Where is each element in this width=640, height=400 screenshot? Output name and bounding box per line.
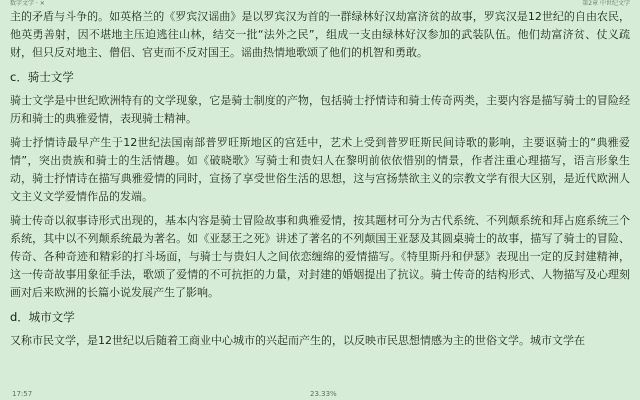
reading-progress: 23.33% (310, 390, 337, 398)
paragraph-knight-intro: 骑士文学是中世纪欧洲特有的文学现象，它是骑士制度的产物，包括骑士抒情诗和骑士传奇两类，主要内容是描写骑士的冒险经历和骑士的典雅爱情，表现骑士精神。 (10, 94, 630, 125)
top-status-bar (0, 0, 640, 8)
heading-knight-literature: c．骑士文学 (10, 70, 74, 84)
chapter-title: 第2章 中世纪文学 (582, 0, 630, 7)
paragraph-knight-lyric: 骑士抒情诗最早产生于12世纪法国南部普罗旺斯地区的宫廷中，艺术上受到普罗旺斯民间诗歌的影响，主要讴骑士的“典雅爱情”，突出贵族和骑士的生活情趣。如《破晓歌》写骑士和贵妇人在黎明前依依惜别的情景，作者注重心理描写，语言形象生动，骑士抒情诗在描写典雅爱情的同时，宣扬了享受世俗生活的思想，这与宫扬禁欲主义的宗教文学有很大区别，是近代欧洲人文主义文学爱情作品的发端。 (10, 136, 630, 203)
app-title: 数字文学 · ✕ (10, 0, 45, 7)
reader-content[interactable] (10, 8, 630, 388)
bottom-status-bar (0, 388, 640, 400)
clock: 17:57 (12, 390, 33, 398)
paragraph-knight-romance: 骑士传奇以叙事诗形式出现的，基本内容是骑士冒险故事和典雅爱情，按其题材可分为古代系统、不列颠系统和拜占庭系统三个系统，其中以不列颠系统最为著名。如《亚瑟王之死》讲述了著名的不列颠国王亚瑟及其圆桌骑士的故事，描写了骑士的冒险、传奇、各种奇迹和精彩的打斗场面，与骑士与贵妇人之间依恋缠绵的爱情描写。《特里斯丹和伊瑟》表现出一定的反封建精神，这一传奇故事用象征手法，歌颂了爱情的不可抗拒的力量，对封建的婚姻提出了抗议。骑士传奇的结构形式、人物描写及心理刻画对后来欧洲的长篇小说发展产生了影响。 (10, 214, 630, 299)
heading-city-literature: d．城市文学 (10, 310, 75, 324)
paragraph-city-literature: 又称市民文学，是12世纪以后随着工商业中心城市的兴起而产生的，以反映市民思想情感为主的世俗文学。城市文学在 (10, 334, 585, 347)
paragraph-robin-hood: 主的矛盾与斗争的。如英格兰的《罗宾汉谣曲》是以罗宾汉为首的一群绿林好汉劫富济贫的故事，罗宾汉是12世纪的自由农民，他英勇善射，因不堪地主压迫逃往山林，结交一批“法外之民”，组成一支由绿林好汉参加的武装队伍。他们劫富济贫、仗义疏财，但只反对地主、僧侣、官吏而不反对国王。谣曲热情地歌颂了他们的机智和勇敢。 (10, 10, 630, 59)
